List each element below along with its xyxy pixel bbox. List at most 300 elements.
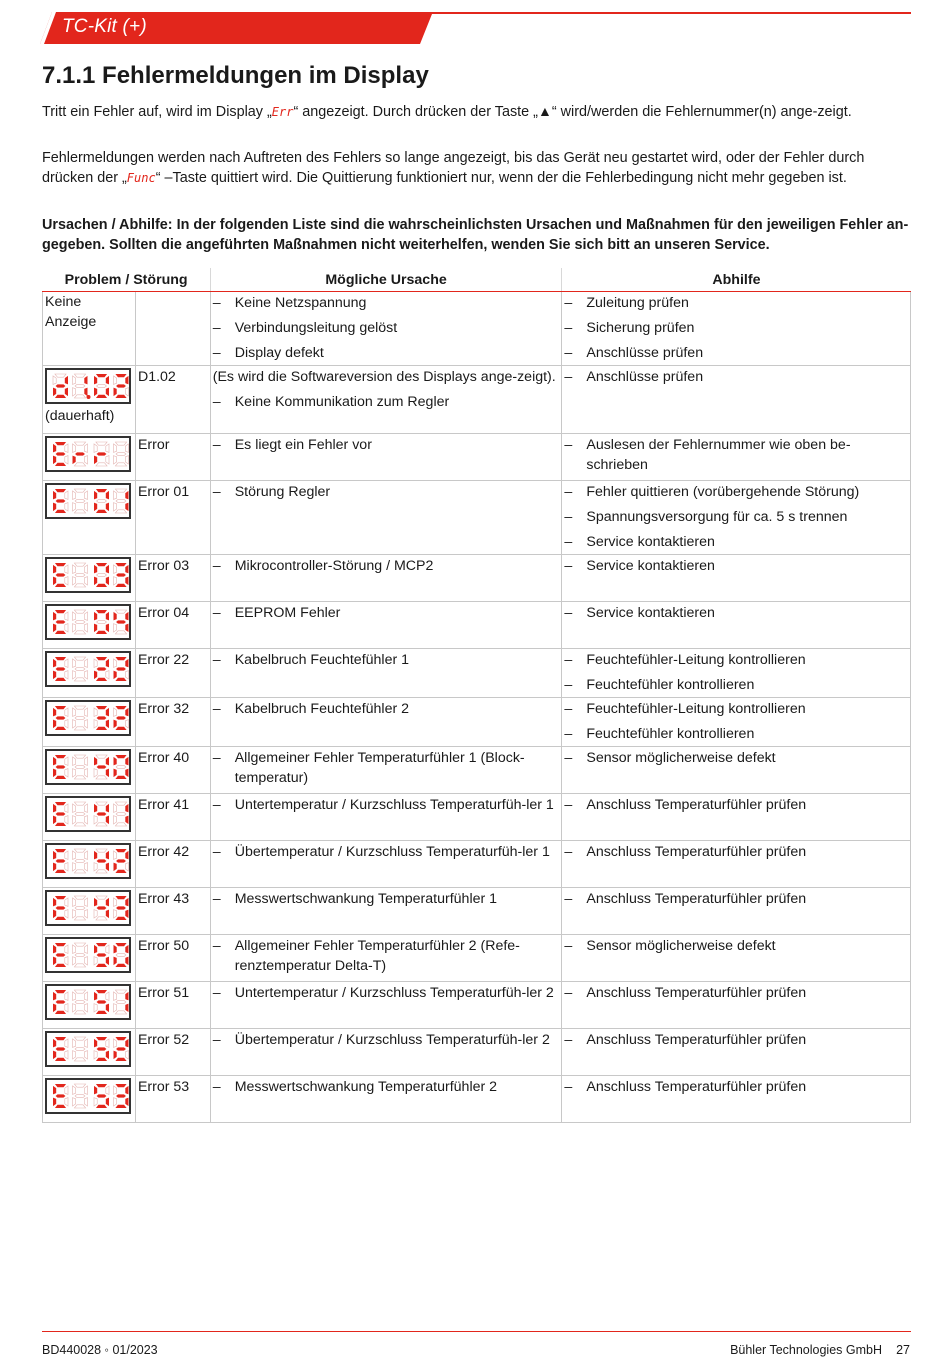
code-cell: [135, 698, 210, 747]
segment-lit: [115, 1105, 126, 1108]
cause-cell: [210, 747, 562, 794]
segment-lit: [55, 896, 66, 899]
remedy-item: – Anschluss Temperaturfühler prüfen: [564, 983, 908, 1003]
segment-unlit: [114, 898, 117, 906]
segment-lit: [53, 671, 56, 679]
segment-lit: [53, 1039, 56, 1047]
segment-lit: [94, 1086, 97, 1094]
segment-unlit: [65, 659, 68, 667]
error-display: [45, 557, 131, 593]
segment-unlit: [94, 720, 97, 728]
error-display: [45, 651, 131, 687]
segment-unlit: [74, 678, 85, 681]
segment-unlit: [84, 910, 87, 918]
segment-lit: [55, 706, 66, 709]
remedy-cell: [562, 935, 911, 982]
segment-lit: [106, 565, 109, 573]
segment-unlit: [116, 812, 126, 815]
code-cell: [135, 888, 210, 935]
segment-unlit: [73, 491, 76, 499]
remedy-list: [564, 842, 908, 862]
error-code: Error 43: [137, 891, 190, 907]
segment-unlit: [116, 499, 126, 502]
seven-segment-svg: [47, 1080, 129, 1112]
segment-lit: [106, 491, 109, 499]
cause-item: – Kabelbruch Feuchtefühler 1: [213, 650, 560, 670]
cause-item: – Allgemeiner Fehler Temperaturfühler 1 (Block-temperatur): [213, 748, 560, 788]
segment-lit: [56, 906, 66, 909]
segment-lit: [116, 573, 126, 576]
segment-lit: [106, 659, 109, 667]
segment-unlit: [115, 1011, 126, 1014]
cause-item: – Störung Regler: [213, 482, 560, 502]
segment-lit: [125, 945, 128, 953]
cause-item: – EEPROM Fehler: [213, 603, 560, 623]
seven-segment-svg: [47, 485, 129, 517]
segment-unlit: [74, 657, 85, 660]
segment-unlit: [73, 565, 76, 573]
segment-unlit: [73, 851, 76, 859]
remedy-cell: [562, 888, 911, 935]
segment-lit: [115, 755, 126, 758]
segment-unlit: [114, 624, 117, 632]
segment-lit: [55, 1058, 66, 1061]
remedy-item: – Anschlüsse prüfen: [564, 367, 908, 387]
seven-segment-svg: [47, 702, 129, 734]
intro-p1-text-b: “ angezeigt. Durch drücken der Taste „: [293, 104, 538, 120]
error-display: [45, 937, 131, 973]
segment-lit: [115, 1058, 126, 1061]
segment-unlit: [65, 1039, 68, 1047]
segment-unlit: [73, 957, 76, 965]
remedy-item: – Anschluss Temperaturfühler prüfen: [564, 842, 908, 862]
segment-lit: [96, 990, 107, 993]
segment-unlit: [75, 953, 85, 956]
seven-segment-svg: [47, 370, 129, 402]
segment-unlit: [73, 863, 76, 871]
segment-unlit: [74, 823, 85, 826]
cause-cell: [210, 1029, 562, 1076]
segment-lit: [106, 624, 109, 632]
segment-lit: [96, 610, 107, 613]
segment-unlit: [84, 708, 87, 716]
segment-lit: [116, 384, 126, 387]
remedy-list: [564, 650, 908, 695]
segment-lit: [56, 953, 66, 956]
cause-item: – Mikrocontroller-Störung / MCP2: [213, 556, 560, 576]
segment-unlit: [74, 706, 85, 709]
segment-unlit: [125, 671, 128, 679]
segment-lit: [97, 716, 107, 719]
segment-lit: [125, 1004, 128, 1012]
cause-cell: [210, 1076, 562, 1123]
segment-lit: [55, 610, 66, 613]
segment-lit: [125, 769, 128, 777]
segment-lit: [53, 769, 56, 777]
segment-unlit: [73, 503, 76, 511]
segment-lit: [97, 906, 107, 909]
segment-unlit: [96, 896, 107, 899]
segment-lit: [115, 943, 126, 946]
segment-unlit: [97, 620, 107, 623]
segment-lit: [53, 816, 56, 824]
segment-unlit: [125, 444, 128, 452]
segment-unlit: [65, 804, 68, 812]
segment-unlit: [74, 896, 85, 899]
intro-p1-text-c: “ wird/werden die Fehlernummer(n) ange-zeigt.: [551, 104, 852, 120]
segment-lit: [56, 859, 66, 862]
table-row: [43, 888, 911, 935]
segment-lit: [53, 1051, 56, 1059]
segment-lit: [96, 584, 107, 587]
segment-lit: [125, 1086, 128, 1094]
segment-unlit: [73, 708, 76, 716]
segment-lit: [115, 727, 126, 730]
segment-unlit: [94, 1098, 97, 1106]
segment-lit: [125, 1039, 128, 1047]
segment-lit: [96, 1084, 107, 1087]
segment-unlit: [114, 910, 117, 918]
footer-doc-id: BD440028 ◦ 01/2023: [42, 1343, 158, 1357]
segment-lit: [106, 769, 109, 777]
segment-lit: [106, 612, 109, 620]
segment-unlit: [65, 757, 68, 765]
segment-unlit: [65, 503, 68, 511]
remedy-cell: [562, 602, 911, 649]
segment-lit: [114, 720, 117, 728]
segment-lit: [56, 499, 66, 502]
remedy-cell: [562, 555, 911, 602]
segment-unlit: [74, 1084, 85, 1087]
segment-unlit: [65, 992, 68, 1000]
segment-unlit: [74, 584, 85, 587]
remedy-item: – Service kontaktieren: [564, 556, 908, 576]
segment-lit: [96, 1011, 107, 1014]
segment-lit: [116, 1094, 126, 1097]
segment-lit: [55, 917, 66, 920]
segment-lit: [125, 851, 128, 859]
remedy-cell: [562, 698, 911, 747]
segment-unlit: [73, 898, 76, 906]
footer-company: Bühler Technologies GmbH: [730, 1343, 882, 1357]
segment-unlit: [96, 776, 107, 779]
segment-lit: [94, 992, 97, 1000]
table-row: [43, 366, 911, 434]
remedy-list: [564, 889, 908, 909]
segment-unlit: [84, 898, 87, 906]
segment-unlit: [84, 957, 87, 965]
segment-unlit: [84, 456, 87, 464]
segment-unlit: [94, 1051, 97, 1059]
segment-unlit: [84, 769, 87, 777]
segment-unlit: [125, 388, 128, 396]
segment-lit: [56, 452, 66, 455]
remedy-list: [564, 293, 908, 363]
segment-unlit: [75, 667, 85, 670]
segment-unlit: [75, 812, 85, 815]
segment-lit: [55, 943, 66, 946]
segment-unlit: [74, 1058, 85, 1061]
segment-lit: [106, 910, 109, 918]
problem-cell: [43, 888, 136, 935]
segment-unlit: [84, 612, 87, 620]
segment-unlit: [84, 577, 87, 585]
segment-lit: [125, 503, 128, 511]
remedy-list: [564, 699, 908, 744]
segment-lit: [116, 859, 126, 862]
segment-unlit: [65, 957, 68, 965]
segment-unlit: [114, 491, 117, 499]
segment-lit: [55, 849, 66, 852]
segment-lit: [84, 376, 87, 384]
segment-unlit: [65, 671, 68, 679]
remedy-item: – Service kontaktieren: [564, 603, 908, 623]
segment-unlit: [115, 610, 126, 613]
segment-unlit: [65, 456, 68, 464]
error-display: [45, 843, 131, 879]
segment-unlit: [94, 816, 97, 824]
segment-unlit: [65, 1004, 68, 1012]
segment-lit: [106, 863, 109, 871]
seven-segment-svg: [47, 653, 129, 685]
segment-lit: [94, 851, 97, 859]
segment-lit: [96, 1058, 107, 1061]
segment-lit: [94, 945, 97, 953]
error-display: [45, 984, 131, 1020]
segment-lit: [125, 804, 128, 812]
segment-unlit: [75, 1094, 85, 1097]
segment-lit: [94, 898, 97, 906]
segment-unlit: [125, 456, 128, 464]
intro-p1-text-a: Tritt ein Fehler auf, wird im Display „: [42, 104, 272, 120]
segment-unlit: [114, 1004, 117, 1012]
cause-cell: [210, 292, 562, 366]
remedy-item: – Feuchtefühler-Leitung kontrollieren: [564, 699, 908, 719]
segment-lit: [55, 727, 66, 730]
error-code: Error 01: [137, 484, 190, 500]
segment-unlit: [65, 444, 68, 452]
segment-lit: [115, 896, 126, 899]
header-band-shape: [40, 12, 911, 44]
remedy-list: [564, 1077, 908, 1097]
segment-lit: [53, 957, 56, 965]
segment-lit: [55, 990, 66, 993]
segment-unlit: [106, 1086, 109, 1094]
cause-list: [213, 1030, 560, 1050]
table-row: [43, 555, 911, 602]
up-triangle-icon: ▲: [537, 103, 552, 119]
segment-lit: [55, 870, 66, 873]
segment-lit: [53, 708, 56, 716]
segment-unlit: [94, 863, 97, 871]
segment-unlit: [106, 444, 109, 452]
cause-list: [213, 650, 560, 670]
intro-p2-text-a: Fehlermeldungen werden nach Auftreten des Fehlers so lange angezeigt, bis das Gerät neu gestartet wird, oder der Fehler durch drücken der „: [42, 150, 865, 186]
remedy-cell: [562, 481, 911, 555]
segment-unlit: [114, 1086, 117, 1094]
segment-lit: [125, 565, 128, 573]
table-row: [43, 747, 911, 794]
segment-lit: [55, 489, 66, 492]
segment-lit: [53, 757, 56, 765]
segment-unlit: [96, 917, 107, 920]
code-cell: [135, 649, 210, 698]
remedy-item: – Anschluss Temperaturfühler prüfen: [564, 1030, 908, 1050]
intro-paragraph-1: [42, 101, 912, 122]
error-code: Error 32: [137, 701, 190, 717]
segment-unlit: [75, 716, 85, 719]
cause-item: – Untertemperatur / Kurzschluss Temperaturfüh-ler 2: [213, 983, 560, 1003]
table-row: [43, 1076, 911, 1123]
segment-unlit: [75, 384, 85, 387]
cause-cell: [210, 481, 562, 555]
segment-lit: [96, 1037, 107, 1040]
segment-unlit: [73, 1086, 76, 1094]
segment-unlit: [74, 1105, 85, 1108]
segment-lit: [106, 376, 109, 384]
segment-lit: [115, 917, 126, 920]
error-code: Error 51: [137, 985, 190, 1001]
segment-unlit: [74, 510, 85, 513]
segment-unlit: [65, 851, 68, 859]
remedy-cell: [562, 366, 911, 434]
segment-lit: [97, 953, 107, 956]
segment-lit: [96, 510, 107, 513]
segment-unlit: [96, 870, 107, 873]
cause-cell: [210, 698, 562, 747]
code-cell: [135, 982, 210, 1029]
segment-unlit: [65, 720, 68, 728]
segment-lit: [114, 671, 117, 679]
segment-lit: [116, 620, 126, 623]
segment-unlit: [96, 849, 107, 852]
problem-cell: [43, 935, 136, 982]
segment-lit: [94, 671, 97, 679]
segment-unlit: [73, 1004, 76, 1012]
table-row: [43, 841, 911, 888]
error-display: [45, 700, 131, 736]
problem-cell: [43, 982, 136, 1029]
code-cell: [135, 1029, 210, 1076]
segment-lit: [125, 491, 128, 499]
segment-lit: [106, 1098, 109, 1106]
segment-lit: [106, 577, 109, 585]
func-display-text: Func: [126, 171, 156, 185]
segment-lit: [114, 757, 117, 765]
segment-lit: [106, 708, 109, 716]
segment-lit: [55, 631, 66, 634]
error-display: [45, 749, 131, 785]
segment-unlit: [115, 823, 126, 826]
segment-lit: [94, 577, 97, 585]
cause-list: [213, 293, 560, 363]
segment-lit: [125, 957, 128, 965]
segment-unlit: [74, 943, 85, 946]
segment-unlit: [74, 917, 85, 920]
segment-lit: [96, 1105, 107, 1108]
problem-cell: [43, 649, 136, 698]
header-cause: Mögliche Ursache: [210, 268, 562, 292]
table-row: [43, 1029, 911, 1076]
segment-lit: [97, 1000, 107, 1003]
segment-lit: [115, 563, 126, 566]
cause-item: – Übertemperatur / Kurzschluss Temperaturfüh-ler 1: [213, 842, 560, 862]
segment-lit: [106, 851, 109, 859]
segment-lit: [96, 631, 107, 634]
segment-lit: [94, 612, 97, 620]
problem-cell: [43, 481, 136, 555]
segment-lit: [55, 1084, 66, 1087]
segment-lit: [106, 720, 109, 728]
table-row: [43, 935, 911, 982]
segment-lit: [125, 816, 128, 824]
seven-segment-svg: [47, 751, 129, 783]
segment-lit: [125, 757, 128, 765]
cause-item: – Verbindungsleitung gelöst: [213, 318, 560, 338]
segment-unlit: [73, 757, 76, 765]
error-code: Error 22: [137, 652, 190, 668]
segment-unlit: [73, 816, 76, 824]
segment-lit: [115, 657, 126, 660]
segment-lit: [115, 678, 126, 681]
cause-list: [213, 936, 560, 976]
segment-lit: [96, 563, 107, 566]
segment-lit: [53, 612, 56, 620]
problem-cell: [43, 747, 136, 794]
cause-cell: [210, 794, 562, 841]
segment-unlit: [75, 1000, 85, 1003]
cause-cell: [210, 555, 562, 602]
segment-lit: [56, 573, 66, 576]
segment-unlit: [74, 776, 85, 779]
segment-lit: [97, 1047, 107, 1050]
segment-unlit: [125, 863, 128, 871]
seven-segment-svg: [47, 559, 129, 591]
intro-paragraph-2: [42, 148, 912, 188]
error-code: Error 52: [137, 1032, 190, 1048]
table-row: [43, 292, 911, 366]
remedy-cell: [562, 292, 911, 366]
problem-cell: [43, 698, 136, 747]
cause-item: – Keine Netzspannung: [213, 293, 560, 313]
segment-unlit: [73, 376, 76, 384]
segment-lit: [94, 757, 97, 765]
error-code: Error 53: [137, 1079, 190, 1095]
remedy-item: – Feuchtefühler kontrollieren: [564, 675, 908, 695]
segment-lit: [115, 1084, 126, 1087]
segment-unlit: [84, 945, 87, 953]
segment-lit: [114, 612, 117, 620]
cause-cell: [210, 982, 562, 1029]
remedy-cell: [562, 1076, 911, 1123]
segment-lit: [116, 667, 126, 670]
segment-unlit: [73, 992, 76, 1000]
cause-list: [213, 842, 560, 862]
segment-lit: [56, 1094, 66, 1097]
segment-unlit: [74, 489, 85, 492]
segment-unlit: [114, 577, 117, 585]
segment-lit: [114, 945, 117, 953]
segment-lit: [53, 992, 56, 1000]
segment-lit: [115, 776, 126, 779]
error-code: D1.02: [137, 369, 176, 385]
segment-unlit: [96, 442, 107, 445]
segment-unlit: [114, 804, 117, 812]
error-display: [45, 483, 131, 519]
segment-unlit: [73, 577, 76, 585]
segment-lit: [106, 1051, 109, 1059]
segment-unlit: [114, 565, 117, 573]
